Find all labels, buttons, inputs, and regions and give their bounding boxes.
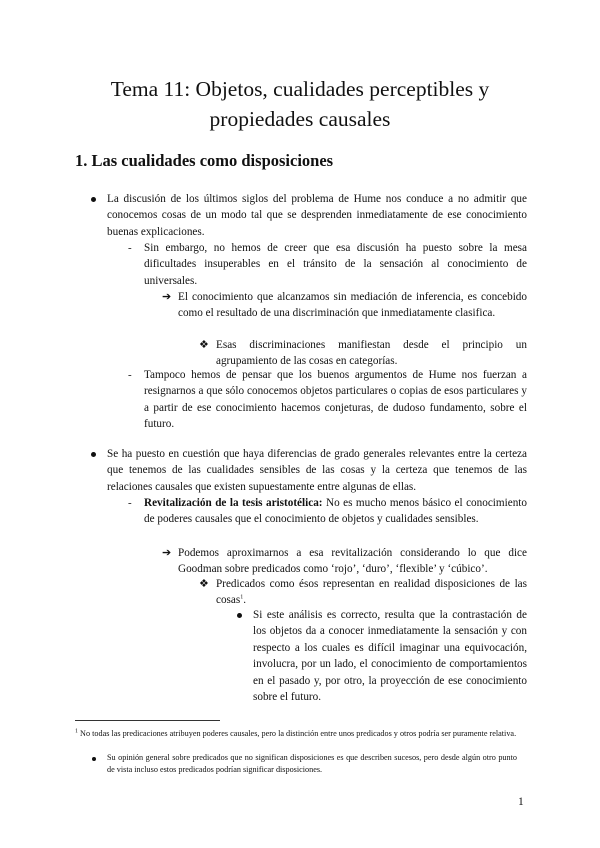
paragraph-1-2: Tampoco hemos de pensar que los buenos argumentos de Hume nos fuerzan a resignarnos a que sólo conocemos objetos particulares o copias de esos particulares y a partir de ese conocimiento hacemos conjeturas, de dudoso fundamento, sobre el futuro. xyxy=(144,369,527,431)
paragraph-2-1-1-1-text: Predicados como ésos representan en realidad disposiciones de las cosas xyxy=(216,578,527,607)
arrow-icon: ➔ xyxy=(162,547,172,559)
footnote-divider xyxy=(75,720,220,721)
paragraph-2-1-text: No es mucho menos básico el conocimiento de poderes causales que el conocimiento de objetos y cualidades sensibles. xyxy=(144,497,527,526)
dash-marker: - xyxy=(128,369,132,381)
bullet-dot-icon xyxy=(91,452,96,457)
paragraph-1-1-1-1: Esas discriminaciones manifiestan desde el principio un agrupamiento de las cosas en categorías. xyxy=(216,339,527,368)
footnote-1-text: No todas las predicaciones atribuyen poderes causales, pero la distinción entre unos predicados y otros podría ser puramente relativa. xyxy=(78,729,517,738)
footnote-number: 1 xyxy=(75,728,78,735)
dash-marker: - xyxy=(128,242,132,254)
bullet-dot-icon xyxy=(91,197,96,202)
paragraph-2-1-1-1-1: Si este análisis es correcto, resulta que la contrastación de los objetos da a conocer inmediatamente la sensación y con respecto a los cuales es difícil imaginar una equivocación, involucra, por un lado, el conocimiento de comportamientos en el pasado y, por otro, la proyección de ese conocimiento sobre el futuro. xyxy=(253,609,527,704)
section-heading: 1. Las cualidades como disposiciones xyxy=(75,151,334,170)
paragraph-2: Se ha puesto en cuestión que haya diferencias de grado generales relevantes entre la certeza que tenemos de las cualidades sensibles de las cosas y la certeza que tenemos de las relaciones causales que existen supuestamente entre algunas de ellas. xyxy=(107,448,527,493)
page-number: 1 xyxy=(518,796,524,808)
bullet-dot-icon xyxy=(92,757,96,761)
paragraph-2-1 xyxy=(144,495,527,528)
diamond-icon: ❖ xyxy=(199,339,209,351)
paragraph-1-1-1: El conocimiento que alcanzamos sin mediación de inferencia, es concebido como el resultado de una discriminación que inmediatamente clasifica. xyxy=(178,291,527,320)
footnote-2: Su opinión general sobre predicados que no significan disposiciones es que describen sucesos, pero desde algún otro punto de vista incluso estos predicados podrían significar disposiciones. xyxy=(107,753,517,774)
arrow-icon: ➔ xyxy=(162,291,172,303)
bullet-dot-icon xyxy=(237,613,242,618)
dash-marker: - xyxy=(128,497,132,509)
footnote-ref[interactable]: 1 xyxy=(240,594,244,601)
diamond-icon: ❖ xyxy=(199,578,209,590)
paragraph-end-period: . xyxy=(243,594,247,607)
paragraph-1: La discusión de los últimos siglos del problema de Hume nos conduce a no admitir que conocemos cosas de un modo tal que se desprenden inmediatamente de ese conocimiento buenas explicaciones. xyxy=(107,193,527,238)
page-title: Tema 11: Objetos, cualidades perceptibles y propiedades causales xyxy=(110,77,490,131)
footnote-1 xyxy=(75,728,527,740)
paragraph-2-1-1-1 xyxy=(216,576,527,609)
bold-lead-text: Revitalización de la tesis aristotélica: xyxy=(144,497,323,509)
paragraph-1-1: Sin embargo, no hemos de creer que esa discusión ha puesto sobre la mesa dificultades insuperables en el tránsito de la sensación al conocimiento de universales. xyxy=(144,242,527,287)
paragraph-2-1-1: Podemos aproximarnos a esa revitalización considerando lo que dice Goodman sobre predicados como ‘rojo’, ‘duro’, ‘flexible’ y ‘cúbico’. xyxy=(178,547,527,576)
